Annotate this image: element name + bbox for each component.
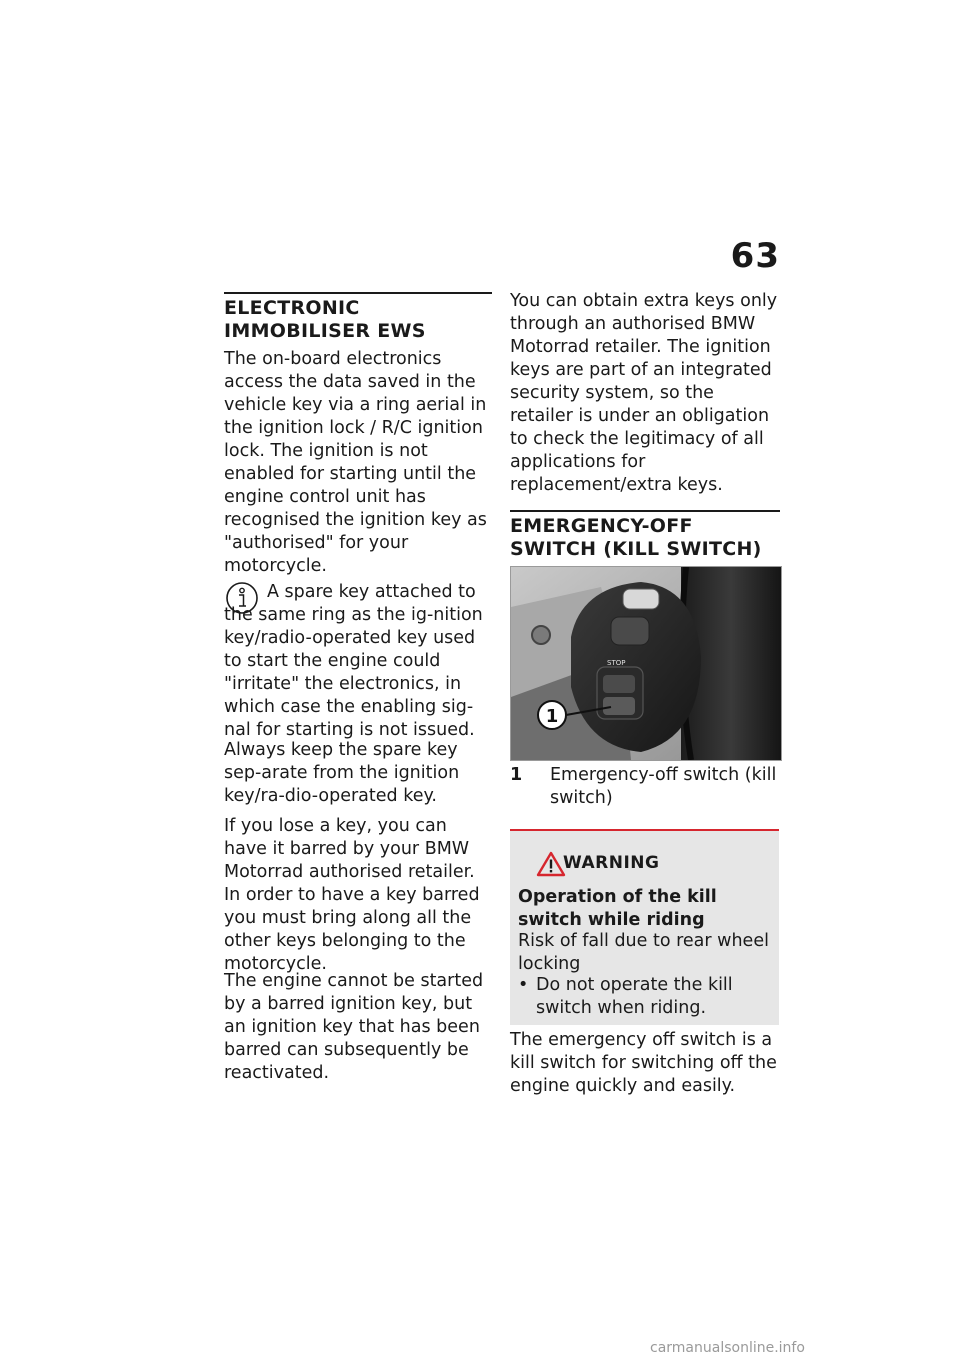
kill-switch-paragraph: The emergency off switch is a kill switch for switching off the engine quickly and easily.	[510, 1030, 777, 1096]
bullet-icon: •	[518, 975, 529, 995]
ews-paragraph: The on-board electronics access the data saved in the vehicle key via a ring aerial in the ignition lock / R/C ignition lock. The ignition is not enabled for starting until the engine control unit has recognised the ignition key as "authorised" for your motorcycle.	[224, 349, 487, 576]
section-heading-ews: ELECTRONIC IMMOBILISER EWS	[224, 297, 426, 342]
watermark: carmanualsonline.info	[650, 1340, 805, 1356]
warning-title: WARNING	[563, 853, 660, 873]
legend-number: 1	[510, 765, 523, 785]
ews-paragraph: You can obtain extra keys only through an authorised BMW Motorrad retailer. The ignition keys are part of an integrated security system, so the retailer is under an obligation to check the legitimacy of all applications for replacement/extra keys.	[510, 291, 778, 495]
ews-paragraph: If you lose a key, you can have it barred by your BMW Motorrad authorised retailer. In order to have a key barred you must bring along all the other keys belonging to the motorcycle.	[224, 816, 480, 974]
callout-number: 1	[545, 706, 559, 727]
warning-bullet	[518, 974, 773, 1020]
section-rule	[224, 292, 492, 294]
section-heading-kill-switch: EMERGENCY-OFF SWITCH (KILL SWITCH)	[510, 515, 762, 560]
figure-legend	[510, 764, 782, 810]
warning-box	[510, 829, 779, 1025]
info-note	[224, 581, 492, 742]
warning-bullet-text: Do not operate the kill switch when riding.	[536, 975, 733, 1018]
stop-label: STOP	[607, 659, 626, 667]
info-icon	[225, 581, 259, 615]
section-rule	[510, 510, 780, 512]
warning-triangle-icon	[536, 851, 566, 877]
warning-subtitle: Operation of the kill switch while riding	[518, 887, 717, 930]
ews-paragraph: The engine cannot be started by a barred ignition key, but an ignition key that has been barred can subsequently be reactivated.	[224, 971, 484, 1083]
legend-text: Emergency-off switch (kill switch)	[550, 765, 777, 808]
kill-switch-photo	[510, 566, 782, 761]
page-number: 63	[730, 236, 780, 276]
ews-paragraph: Always keep the spare key sep-arate from the ignition key/ra-dio-operated key.	[224, 740, 460, 806]
info-note-text: A spare key attached to the same ring as the ig-nition key/radio-operated key used to start the engine could "irritate" the electronics, in which case the enabling sig-nal for starting is not issued.	[224, 582, 483, 740]
handlebar-switch-illustration	[511, 567, 781, 760]
warning-risk: Risk of fall due to rear wheel locking	[518, 931, 769, 974]
